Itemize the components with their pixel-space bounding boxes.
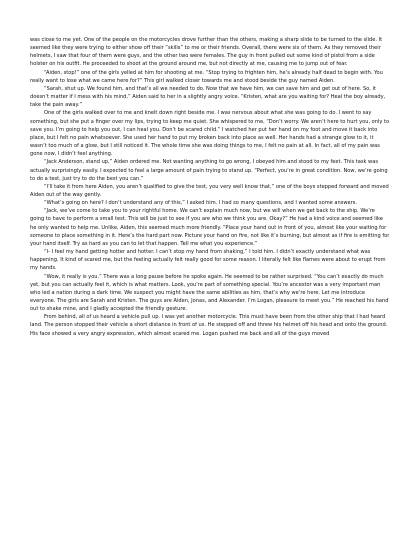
paragraph-7: “What’s going on here? I don’t understand any of this,” I asked him. I had so many questions, and I wanted some answers.	[44, 200, 357, 207]
paragraph-9: “I- I feel my hand getting hotter and hotter. I can’t stop my hand from shaking,” I told him. I didn’t exactly understand what was happening. It kind of scared me, but the feeling actually felt really good for some reason. I literally felt like flames were about to erupt from my hands.	[30, 249, 386, 272]
document-page	[30, 36, 390, 522]
paragraph-2: “Aiden, stop!” one of the girls yelled at him for shooting at me. “Stop trying to frighten him, he’s already half dead to begin with. You really want to lose what we came here for?” This girl walked closer towards me and stood beside the guy named Aiden.	[30, 69, 383, 84]
paragraph-3: “Sarah, shut up. We found him, and that’s all we needed to do. Now that we have him, we can save him and get out of here. So, it doesn’t matter if I mess with his mind,” Aiden said to her in a slightly angry voice. “Kristen, what are you waiting for? Heal the boy already, take the pain away.”	[30, 85, 386, 109]
paragraph-8: “Jack, we’ve come to take you to your rightful home. We can’t explain much now, but we will when we get back to the ship. We’re going to have to perform a small test. This will be just to see if you are who we think you are. Okay?” He had a kind voice and seemed like he only wanted to help me. Unlike, Aiden, this seemed much more friendly. “Place your hand out in front of you, almost like your waiting for someone to place something in it. Here’s the hard part now. Picture your hand on fire, not like it’s burning, but almost as if fire is emitting for your hand itself. Try as hard as you can to let that happen. Tell me what you experience.”	[30, 208, 390, 247]
paragraph-11: From behind, all of us heard a vehicle pull up. I was yet another motorcycle. This must have been from the other ship that I had heard land. The person stopped their vehicle a short distance in front of us. He stepped off and threw his helmet off his head and onto the ground. His face showed a very angry expression, which almost scared me. Logan pushed me back and all of the guys moved	[30, 314, 388, 337]
paragraph-10: “Wow, it really is you.” There was a long pause before he spoke again. He seemed to be rather surprised. “You can’t exactly do much yet, but you can actually feel it, which is what matters. Look, you’re part of something special. You’re ancestor was a very important man who led a nation during a dark time. We suspect you might have the same abilities as him, that’s why we’re here. Let me introduce everyone. The girls are Sarah and Kristen. The guys are Aiden, Jonas, and Alexander. I’m Logan, pleasure to meet you.” He reached his hand out to shake mine, and I gladly accepted the friendly gesture.	[30, 273, 389, 313]
paragraph-4: One of the girls walked over to me and knelt down right beside me. I was nervous about what she was going to do. I went to say something, but she put a finger over my lips, trying to keep me quiet. She whispered to me, “Don’t worry. We aren’t here to hurt you, only to save you. I’m going to help you out, I can heal you. Don’t be scared child.” I watched her put her hand on my foot and move it back into place, but I felt no pain whatsoever. She used her hand to put my broken back into place as well. Her hands had a strange glow to it, it wasn’t too much of a glow, but I still noticed it. The whole time she was doing things to me, I felt no pain at all. In fact, all of my pain was gone now, I didn’t feel anything.	[30, 110, 390, 158]
paragraph-6: “I’ll take it from here Aiden, you aren’t qualified to give the test, you very well know that,” one of the boys stepped forward and moved Aiden out of the way gently.	[30, 183, 389, 198]
paragraph-1: was close to me yet. One of the people on the motorcycles drove further than the others, making a sharp slide to be turned to the slide. It seemed like they were trying to either show off their “skills” to me or their friends. Overall, there were six of them. As they removed their helmets, I saw that four of them were guys, and the other two were females. The guy in front pulled out some kind of pistol from a side holster on his outfit. He proceeded to shoot at the ground around me, but not directly at me, causing me to jump out of fear.	[30, 37, 383, 68]
paragraph-5: “Jack Anderson, stand up,” Aiden ordered me. Not wanting anything to go wrong, I obeyed him and stood to my feet. This task was actually surprisingly easily. I expected to feel a large amount of pain trying to stand up. “Perfect, you’re in great condition. Now, we’re going to do a test, just try to do the best you can.”	[30, 159, 388, 182]
